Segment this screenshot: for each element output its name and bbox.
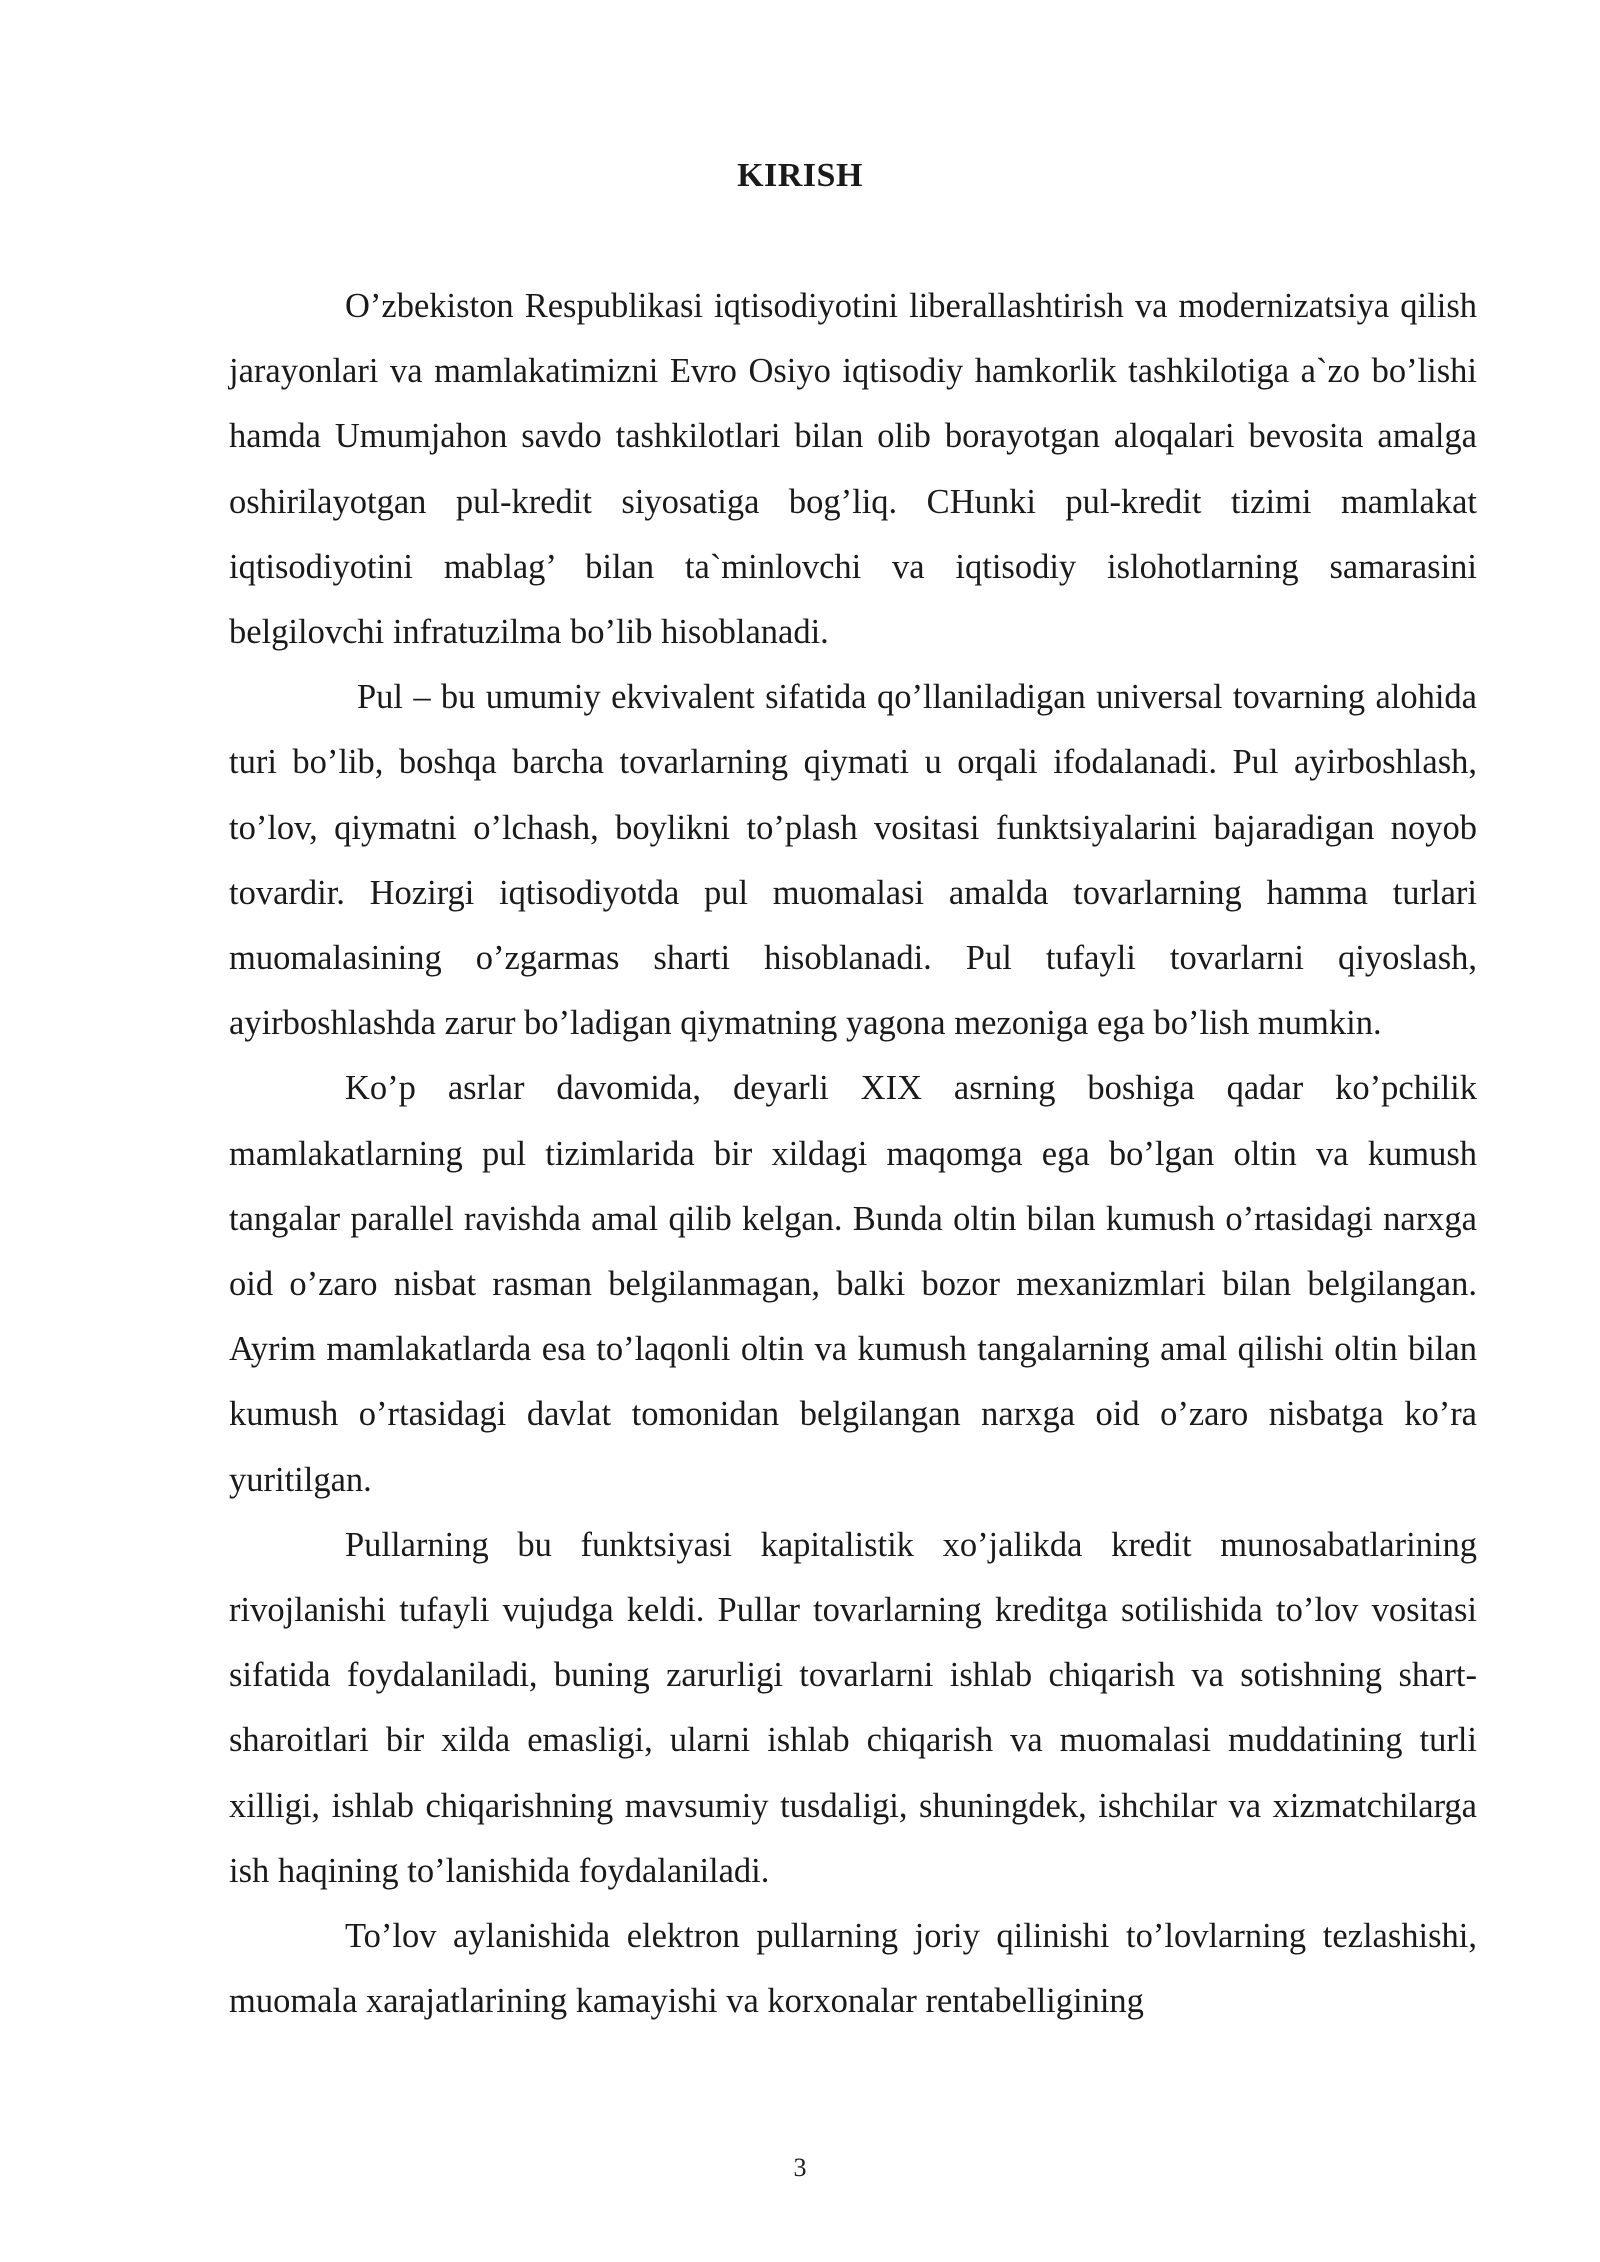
- paragraph-2: Pul – bu umumiy ekvivalent sifatida qo’llaniladigan universal tovarning alohida turi bo’lib, boshqa barcha tovarlarning qiymati u orqali ifodalanadi. Pul ayirboshlash, to’lov, qiymatni o’lchash, boylikni to’plash vositasi funktsiyalarini bajaradigan noyob tovardir. Hozirgi iqtisodiyotda pul muomalasi amalda tovarlarning hamma turlari muomalasining o’zgarmas sharti hisoblanadi. Pul tufayli tovarlarni qiyoslash, ayirboshlashda zarur bo’ladigan qiymatning yagona mezoniga ega bo’lish mumkin.: [229, 678, 1477, 1043]
- page-number: 3: [793, 2153, 807, 2182]
- page-title: KIRISH: [737, 157, 863, 194]
- body-text: [229, 274, 1477, 2034]
- paragraph-4: Pullarning bu funktsiyasi kapitalistik xo’jalikda kredit munosabatlarining rivojlanishi tufayli vujudga keldi. Pullar tovarlarning kreditga sotilishida to’lov vositasi sifatida foydalaniladi, buning zarurligi tovarlarni ishlab chiqarish va sotishning shart-sharoitlari bir xilda emasligi, ularni ishlab chiqarish va muomalasi muddatining turli xilligi, ishlab chiqarishning mavsumiy tusdaligi, shuningdek, ishchilar va xizmatchilarga ish haqining to’lanishida foydalaniladi.: [229, 1525, 1477, 1890]
- paragraph-1: O’zbekiston Respublikasi iqtisodiyotini liberallashtirish va modernizatsiya qilish jarayonlari va mamlakatimizni Evro Osiyo iqtisodiy hamkorlik tashkilotiga a`zo bo’lishi hamda Umumjahon savdo tashkilotlari bilan olib borayotgan aloqalari bevosita amalga oshirilayotgan pul-kredit siyosatiga bog’liq. CHunki pul-kredit tizimi mamlakat iqtisodiyotini mablag’ bilan ta`minlovchi va iqtisodiy islohotlarning samarasini belgilovchi infratuzilma bo’lib hisoblanadi.: [229, 287, 1477, 652]
- paragraph-5: To’lov aylanishida elektron pullarning joriy qilinishi to’lovlarning tezlashishi, muomala xarajatlarining kamayishi va korxonalar rentabelligining: [229, 1917, 1477, 2021]
- paragraph-3: Ko’p asrlar davomida, deyarli XIX asrning boshiga qadar ko’pchilik mamlakatlarning pul tizimlarida bir xildagi maqomga ega bo’lgan oltin va kumush tangalar parallel ravishda amal qilib kelgan. Bunda oltin bilan kumush o’rtasidagi narxga oid o’zaro nisbat rasman belgilanmagan, balki bozor mexanizmlari bilan belgilangan. Ayrim mamlakatlarda esa to’laqonli oltin va kumush tangalarning amal qilishi oltin bilan kumush o’rtasidagi davlat tomonidan belgilangan narxga oid o’zaro nisbatga ko’ra yuritilgan.: [229, 1069, 1477, 1499]
